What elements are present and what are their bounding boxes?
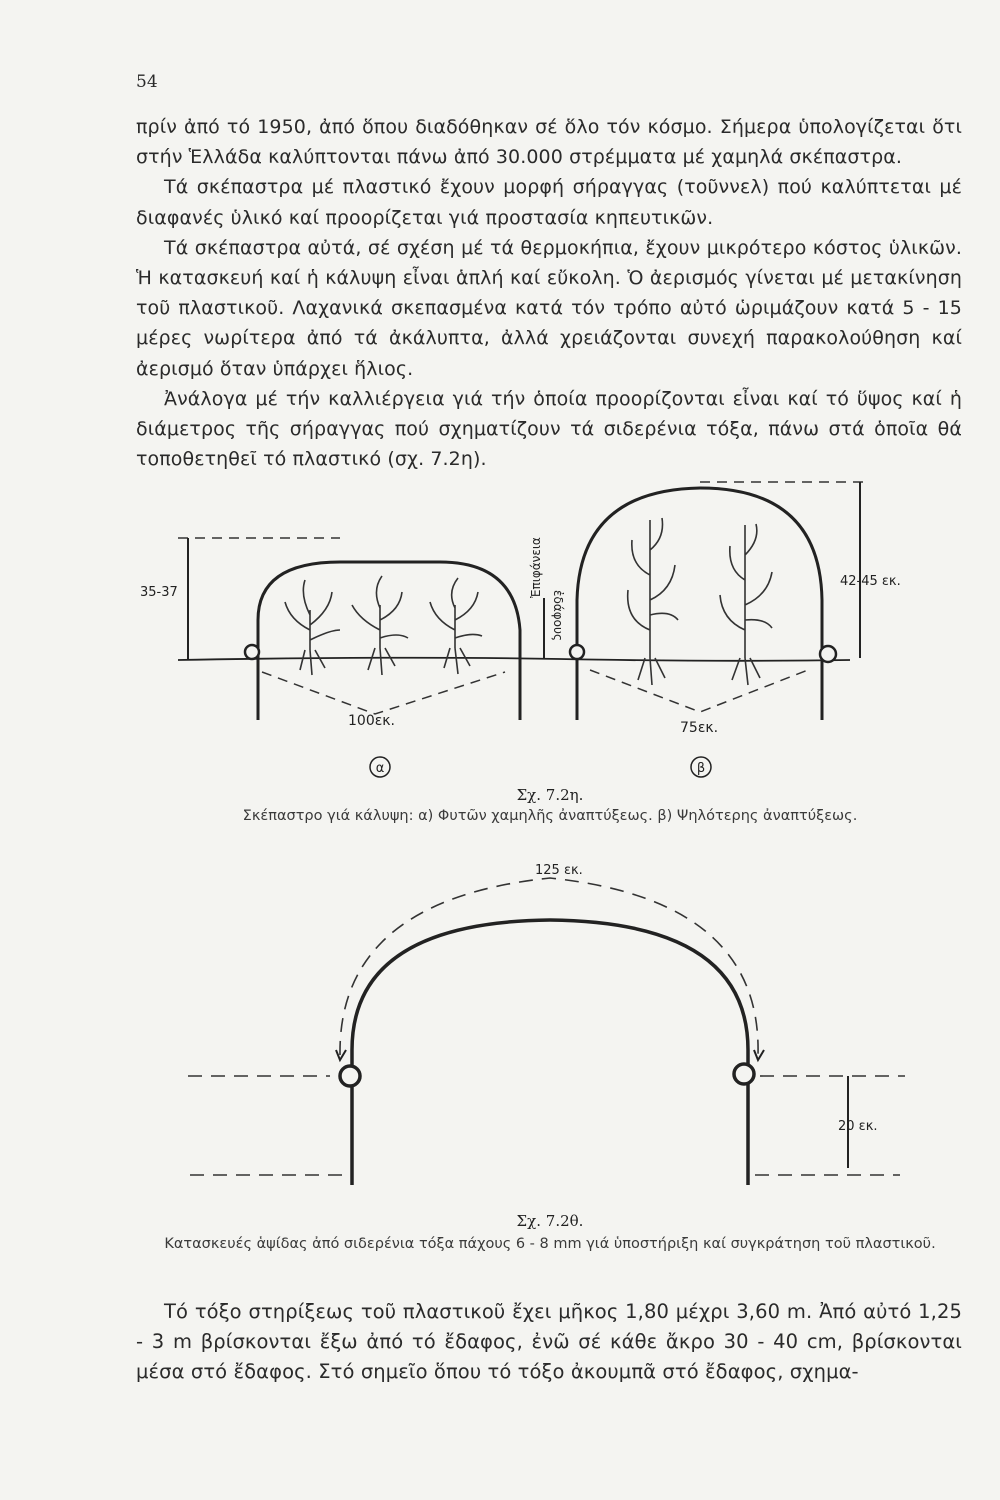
height-label-a: 35-37 <box>140 585 178 600</box>
page-number: 54 <box>136 72 158 92</box>
arch-hoop <box>352 920 748 1185</box>
caption-text: Κατασκευές ἁψίδας ἀπό σιδερένια τόξα πάχους 6 - 8 mm γιά ὑποστήριξη καί συγκράτηση τοῦ πλαστικοῦ. <box>164 1236 936 1252</box>
figure-caption-2 <box>120 1212 980 1254</box>
paragraph: πρίν ἀπό τό 1950, ἀπό ὅπου διαδόθηκαν σέ ὅλο τόν κόσμο. Σήμερα ὑπολογίζεται ὅτι στήν Ἑλλάδα καλύπτονται πάνω ἀπό 30.000 στρέμματα μέ χαμηλά σκέπαστρα. <box>136 116 962 169</box>
hoop-ring-icon <box>245 645 259 659</box>
hoop-ring-icon <box>820 646 836 662</box>
low-plant-icon <box>430 578 482 674</box>
paragraph: Τό τόξο στηρίξεως τοῦ πλαστικοῦ ἔχει μῆκος 1,80 μέχρι 3,60 m. Ἀπό αὐτό 1,25 - 3 m βρίσκονται ἔξω ἀπό τό ἔδαφος, ἐνῶ σέ κάθε ἄκρο 30 - 40 cm, βρίσκονται μέσα στό ἔδαφος. Στό σημεῖο ὅπου τό τόξο ἀκουμπᾶ στό ἔδαφος, σχημα- <box>136 1300 962 1384</box>
body-text-bottom <box>136 1297 962 1388</box>
figure-arch <box>0 850 1000 1190</box>
ground-line <box>178 658 850 661</box>
low-plant-icon <box>285 580 340 675</box>
marker-a: α <box>375 761 385 776</box>
body-text-top <box>136 112 962 474</box>
low-plant-icon <box>352 576 408 675</box>
soil-label-1: Ἐπιφάνεια <box>529 537 543 598</box>
hoop-ring-icon <box>340 1066 360 1086</box>
arc-label: 125 εκ. <box>535 863 583 878</box>
width-label-b: 75εκ. <box>680 720 719 736</box>
hoop-ring-icon <box>570 645 584 659</box>
figure-caption-1 <box>120 786 980 824</box>
caption-title: Σχ. 7.2η. <box>516 786 584 804</box>
paragraph: Τά σκέπαστρα μέ πλαστικό ἔχουν μορφή σήραγγας (τοῦννελ) πού καλύπτεται μέ διαφανές ὑλικό καί προορίζεται γιά προστασία κηπευτικῶν. <box>136 176 962 229</box>
caption-title: Σχ. 7.2θ. <box>516 1212 584 1230</box>
hoop-ring-icon <box>734 1064 754 1084</box>
height-label-b: 42-45 εκ. <box>840 574 901 589</box>
paragraph: Ἀνάλογα μέ τήν καλλιέργεια γιά τήν ὁποία προορίζονται εἶναι καί τό ὕψος καί ἡ διάμετρος τῆς σήραγγας πού σχηματίζουν τά σιδερένια τόξα, πάνω στά ὁποῖα θά τοποθετηθεῖ τό πλαστικό (σχ. 7.2η). <box>136 387 962 471</box>
width-label-a: 100εκ. <box>348 713 395 729</box>
caption-text: Σκέπαστρο γιά κάλυψη: α) Φυτῶν χαμηλῆς ἀναπτύξεως. β) Ψηλότερης ἀναπτύξεως. <box>242 808 858 824</box>
marker-b: β <box>696 761 706 776</box>
figure-tunnels <box>0 480 1000 780</box>
tunnel-a-hoop <box>258 562 520 720</box>
soil-label-2: ἐδάφους <box>551 590 565 641</box>
depth-label: 20 εκ. <box>838 1119 878 1134</box>
tunnel-b-hoop <box>577 488 822 720</box>
paragraph: Τά σκέπαστρα αὐτά, σέ σχέση μέ τά θερμοκήπια, ἔχουν μικρότερο κόστος ὑλικῶν. Ἡ κατασκευή καί ἡ κάλυψη εἶναι ἁπλή καί εὔκολη. Ὁ ἀερισμός γίνεται μέ μετακίνηση τοῦ πλαστικοῦ. Λαχανικά σκεπασμένα κατά τόν τρόπο αὐτό ὡριμάζουν κατά 5 - 15 μέρες νωρίτερα ἀπό τά ἀκάλυπτα, ἀλλά χρειάζονται συνεχή παρακολούθηση καί ἀερισμό ὅταν ὑπάρχει ἥλιος. <box>136 236 962 380</box>
